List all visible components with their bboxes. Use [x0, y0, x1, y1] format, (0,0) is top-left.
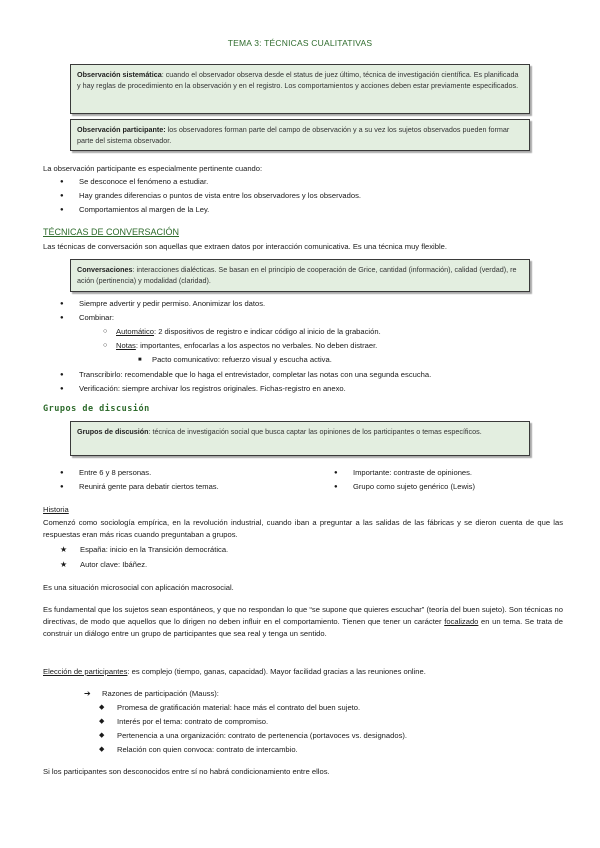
- list-item: ◆ Interés por el tema: contrato de compromiso.: [117, 716, 268, 728]
- list-item: ● Verificación: siempre archivar los registros originales. Fichas-registro en anexo.: [79, 383, 346, 395]
- list-subsubitem: ■ Pacto comunicativo: refuerzo visual y escucha activa.: [152, 354, 332, 366]
- historia-heading: Historia: [43, 505, 69, 514]
- list-item: ◆ Relación con quien convoca: contrato de intercambio.: [117, 744, 298, 756]
- page-title: TEMA 3: TÉCNICAS CUALITATIVAS: [227, 38, 373, 48]
- eleccion-text: : es complejo (tiempo, ganas, capacidad). Mayor facilidad gracias a las reuniones online.: [127, 667, 426, 676]
- list-item: ● Comportamientos al margen de la Ley.: [79, 204, 209, 216]
- definition-box-conversaciones: [70, 259, 530, 292]
- list-item: ● Se desconoce el fenómeno a estudiar.: [79, 176, 208, 188]
- list-item: ● Siempre advertir y pedir permiso. Anonimizar los datos.: [79, 298, 265, 310]
- focalizado-term: focalizado: [444, 617, 479, 626]
- list-item: ◆ Pertenencia a una organización: contrato de pertenencia (portavoces vs. designados).: [117, 730, 407, 742]
- list-item: ● Transcribirlo: recomendable que lo haga el entrevistador, completar las notas con una segunda escucha.: [79, 369, 431, 381]
- definition-term: Observación participante:: [77, 125, 166, 134]
- definition-box-observacion-sistematica: [70, 64, 530, 114]
- list-item: ● Combinar:: [79, 312, 114, 324]
- definition-term: Grupos de discusión: [77, 427, 149, 436]
- conv-intro: Las técnicas de conversación son aquellas que extraen datos por interacción comunicativa. Es una técnica muy flexible.: [43, 242, 447, 251]
- list-item: ● Reunirá gente para debatir ciertos temas.: [79, 481, 219, 493]
- definition-box-grupos: [70, 421, 530, 456]
- list-item: ● Hay grandes diferencias o puntos de vista entre los observadores y los observados.: [79, 190, 361, 202]
- eleccion-line: [43, 666, 426, 678]
- final-text: Si los participantes son desconocidos entre sí no habrá condicionamiento entre ellos.: [43, 767, 330, 776]
- definition-text: : interacciones dialécticas. Se basan en el principio de cooperación de Grice, cantidad (información), calidad (verdad), re ación (pertinencia) y modalidad (claridad).: [77, 265, 517, 285]
- fundamental-paragraph: [43, 604, 563, 640]
- definition-term: Observación sistemática: [77, 70, 162, 79]
- definition-box-observacion-participante: [70, 119, 530, 151]
- definition-text: : técnica de investigación social que busca captar las opiniones de los participantes o temas específicos.: [148, 427, 482, 436]
- list-item: ● Entre 6 y 8 personas.: [79, 467, 151, 479]
- definition-text: los observadores forman parte del campo de observación y a su vez los sujetos observados pueden formar parte del sistema observador.: [77, 125, 510, 145]
- subitem-label: Automático: [116, 327, 154, 336]
- paragraph-text: en un tema. Se trata de construir un diálogo entre un grupo de participantes que sea real y tenga un sentido.: [43, 617, 563, 638]
- micro-text: Es una situación microsocial con aplicación macrosocial.: [43, 583, 234, 592]
- historia-text: Comenzó como sociología empírica, en la revolución industrial, cuando iban a preguntar a las salidas de las fábricas y se dieron cuenta de que las respuestas eran más ricas cuando preguntaban a grupos.: [43, 518, 563, 539]
- list-item: ◆ Promesa de gratificación material: hace más el contrato del buen sujeto.: [117, 702, 360, 714]
- list-subitem: [116, 326, 381, 338]
- list-item: ● Grupo como sujeto genérico (Lewis): [353, 481, 475, 493]
- subitem-text: : 2 dispositivos de registro e indicar código al inicio de la grabación.: [154, 327, 381, 336]
- definition-text: : cuando el observador observa desde el status de juez último, técnica de investigación científica. Es planificada y hay reglas de procedimiento en la observación y en el registro. Los comportamientos y acciones deben estar previamente especificados.: [77, 70, 519, 90]
- subitem-text: : importantes, enfocarlas a los aspectos no verbales. No deben distraer.: [135, 341, 378, 350]
- subitem-label: Notas: [116, 341, 136, 350]
- razones-heading: ➔ Razones de participación (Mauss):: [102, 688, 219, 700]
- section-heading-conversacion: TÉCNICAS DE CONVERSACIÓN: [43, 227, 180, 237]
- list-subitem: [116, 340, 377, 352]
- paragraph-text: Es fundamental que los sujetos sean espontáneos, y que no respondan lo que “se supone que quieres escuchar” (teoría del buen sujeto). Son técnicas no directivas, de modo que aquellos que lo dirigen no deben influir en el comportamiento. Tienen que tener un carácter: [43, 605, 563, 626]
- section-heading-grupos: Grupos de discusión: [43, 404, 150, 414]
- obs-intro: La observación participante es especialmente pertinente cuando:: [43, 164, 263, 173]
- definition-term: Conversaciones: [77, 265, 133, 274]
- list-item: ● Importante: contraste de opiniones.: [353, 467, 472, 479]
- eleccion-label: Elección de participantes: [43, 667, 128, 676]
- list-item: ★ Autor clave: Ibáñez.: [80, 559, 147, 571]
- list-item: ★ España: inicio en la Transición democrática.: [80, 544, 228, 556]
